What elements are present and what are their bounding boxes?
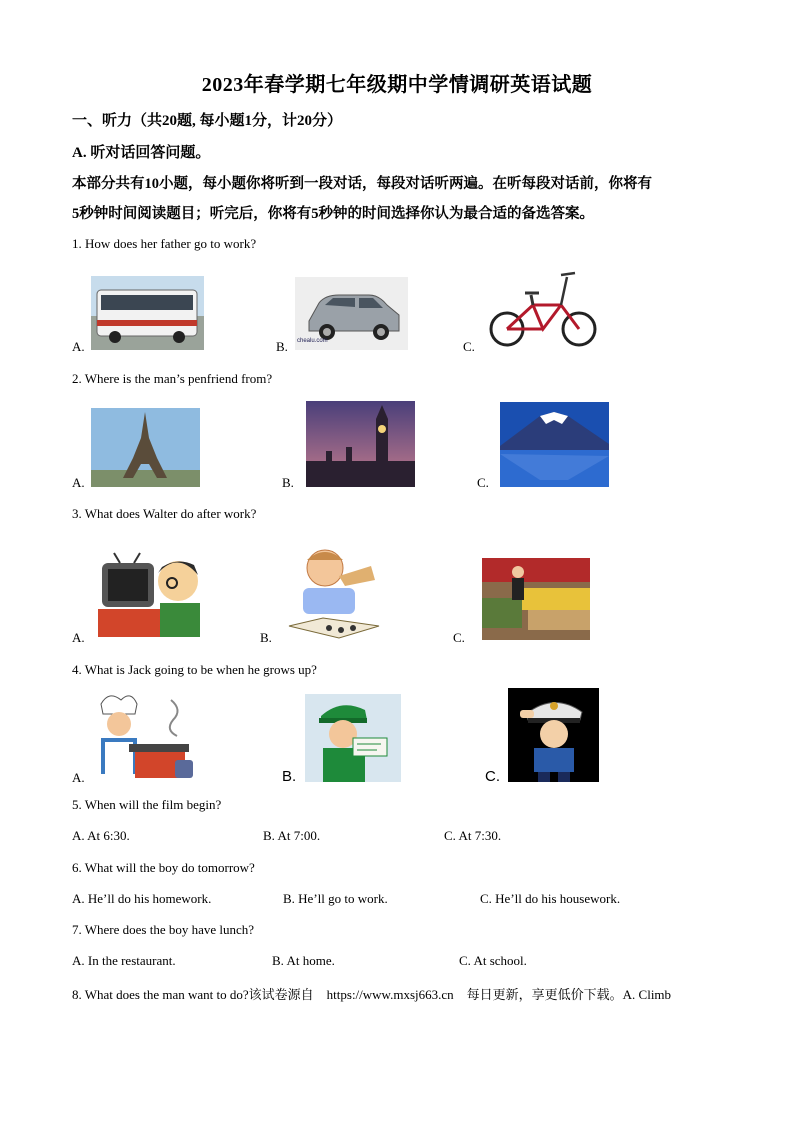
q1-option-c-label: C.: [463, 339, 475, 354]
eating-image: [279, 540, 388, 639]
section-heading-listening: 一、听力（共20题, 每小题1分，计20分）: [72, 113, 343, 129]
q2-option-a-label: A.: [72, 475, 85, 490]
q4-option-b-label: B.: [282, 768, 297, 785]
instructions-line-1: 本部分共有10小题，每小题你将听到一段对话，每段对话听两遍。在听每段对话前，你将有: [72, 176, 652, 192]
q5-option-a: A. At 6:30.: [72, 828, 130, 843]
supermarket-image: [482, 558, 590, 640]
q6-option-c: C. He’ll do his housework.: [480, 891, 621, 906]
cook-image: [91, 690, 199, 781]
q4-option-c-label: C.: [485, 768, 500, 785]
question-1: 1. How does her father go to work?: [72, 236, 257, 251]
bus-image: [91, 276, 204, 350]
q1-option-b-label: B.: [276, 339, 288, 354]
question-3: 3. What does Walter do after work?: [72, 506, 257, 521]
question-8: 8. What does the man want to do?该试卷源自 https://www.mxsj663.cn 每日更新，享更低价下载。A. Climb: [72, 987, 672, 1002]
q7-option-b: B. At home.: [272, 953, 335, 968]
q6-option-b: B. He’ll go to work.: [283, 891, 388, 906]
q5-option-b: B. At 7:00.: [263, 828, 321, 843]
watching-tv-image: [98, 551, 203, 639]
part-a-heading: A. 听对话回答问题。: [72, 145, 211, 161]
q1-option-a-label: A.: [72, 339, 85, 354]
q3-option-c-label: C.: [453, 630, 465, 645]
question-7: 7. Where does the boy have lunch?: [72, 922, 255, 937]
postman-image: [305, 694, 401, 782]
instructions-line-2: 5秒钟时间阅读题目；听完后，你将有5秒钟的时间选择你认为最合适的备选答案。: [72, 206, 594, 222]
q6-option-a: A. He’ll do his homework.: [72, 891, 212, 906]
q3-option-a-label: A.: [72, 630, 85, 645]
q2-option-c-label: C.: [477, 475, 489, 490]
car-image: [295, 277, 408, 350]
q7-option-a: A. In the restaurant.: [72, 953, 176, 968]
q4-option-a-label: A.: [72, 770, 85, 785]
question-4: 4. What is Jack going to be when he grows up?: [72, 662, 317, 677]
question-2: 2. Where is the man’s penfriend from?: [72, 371, 273, 386]
question-6: 6. What will the boy do tomorrow?: [72, 860, 255, 875]
q3-option-b-label: B.: [260, 630, 272, 645]
police-officer-image: [508, 688, 599, 782]
q5-option-c: C. At 7:30.: [444, 828, 502, 843]
q2-option-b-label: B.: [282, 475, 294, 490]
q7-option-c: C. At school.: [459, 953, 527, 968]
car-logo-text: chealu.com: [297, 338, 328, 344]
eiffel-tower-image: [91, 408, 200, 487]
bicycle-image: [487, 267, 600, 349]
big-ben-image: [306, 401, 415, 487]
question-5: 5. When will the film begin?: [72, 797, 222, 812]
page-title: 2023年春学期七年级期中学情调研英语试题: [201, 74, 593, 96]
mount-fuji-image: [500, 402, 609, 487]
